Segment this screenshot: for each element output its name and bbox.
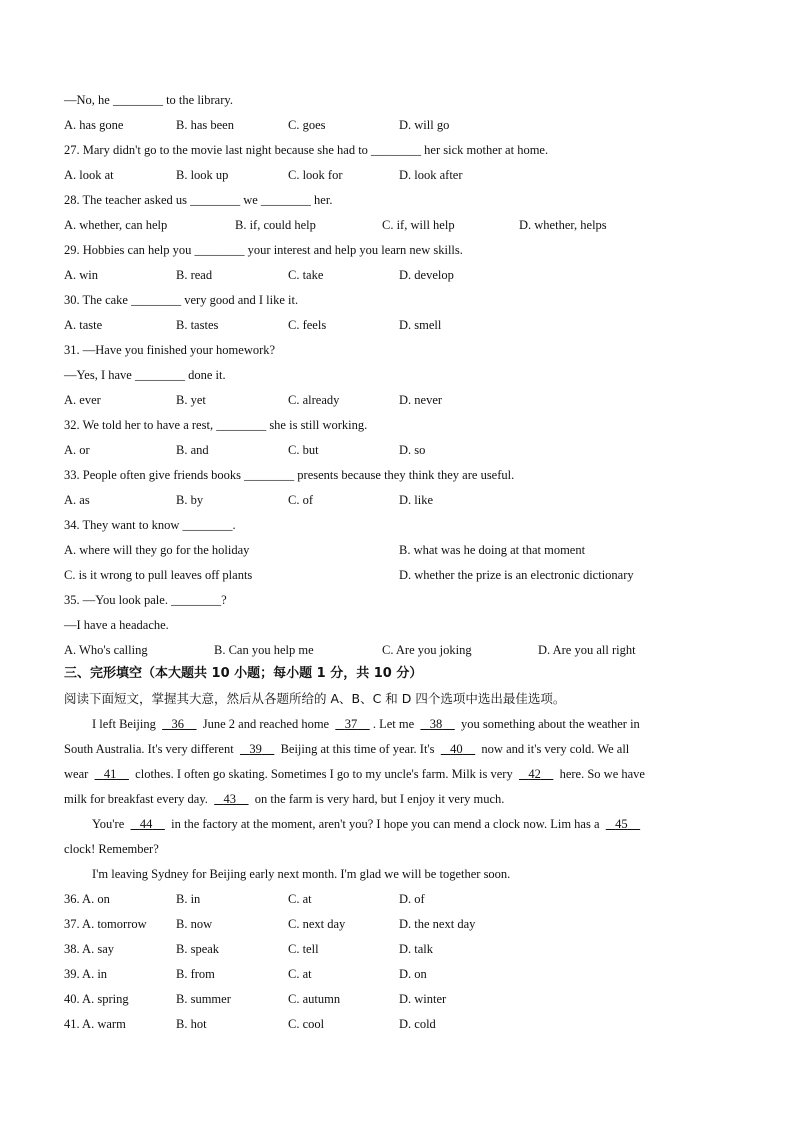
q38-option-c: C. tell	[288, 942, 319, 956]
q40-option-a: 40. A. spring	[64, 992, 129, 1006]
passage-text: I left Beijing	[92, 717, 156, 731]
q41-option-c: C. cool	[288, 1017, 325, 1031]
q29-stem: 29. Hobbies can help you ________ your interest and help you learn new skills.	[64, 243, 463, 257]
q37-option-b: B. now	[176, 917, 213, 931]
q33-option-c: C. of	[288, 493, 313, 507]
q32-option-d: D. so	[399, 443, 426, 457]
blank-40-number: 40	[450, 742, 463, 756]
blank-42	[519, 767, 553, 781]
q26-option-d: D. will go	[399, 118, 450, 132]
q27-stem: 27. Mary didn't go to the movie last night because she had to ________ her sick mother at home.	[64, 143, 549, 157]
q27-option-a: A. look at	[64, 168, 114, 182]
q36-option-a: 36. A. on	[64, 892, 110, 906]
blank-45	[606, 817, 640, 831]
passage-line-7: I'm leaving Sydney for Beijing early next month. I'm glad we will be together soon.	[92, 867, 511, 881]
q30-option-c: C. feels	[288, 318, 327, 332]
passage-text: clothes. I often go skating. Sometimes I go to my uncle's farm. Milk is very	[135, 767, 513, 781]
q35-answer-line: —I have a headache.	[64, 618, 169, 632]
passage-line-6: clock! Remember?	[64, 842, 159, 856]
q34-option-c: C. is it wrong to pull leaves off plants	[64, 568, 253, 582]
q34-option-d: D. whether the prize is an electronic dictionary	[399, 568, 634, 582]
passage-text: in the factory at the moment, aren't you? I hope you can mend a clock now. Lim has a	[171, 817, 600, 831]
passage-line-5	[92, 816, 732, 832]
passage-text: on the farm is very hard, but I enjoy it very much.	[254, 792, 505, 806]
q29-option-c: C. take	[288, 268, 324, 282]
passage-text: South Australia. It's very different	[64, 742, 234, 756]
q28-stem: 28. The teacher asked us ________ we ________ her.	[64, 193, 333, 207]
passage-text: June 2 and reached home	[202, 717, 330, 731]
blank-41	[95, 767, 129, 781]
q29-option-a: A. win	[64, 268, 99, 282]
q26-answer-line: —No, he ________ to the library.	[64, 93, 233, 107]
blank-42-number: 42	[528, 767, 541, 781]
q31-option-d: D. never	[399, 393, 443, 407]
passage-text: here. So we have	[559, 767, 645, 781]
q35-option-c: C. Are you joking	[382, 643, 472, 657]
q35-option-d: D. Are you all right	[538, 643, 636, 657]
q33-option-b: B. by	[176, 493, 204, 507]
blank-36-number: 36	[171, 717, 184, 731]
q37-option-c: C. next day	[288, 917, 346, 931]
q40-option-d: D. winter	[399, 992, 447, 1006]
q41-option-d: D. cold	[399, 1017, 436, 1031]
q26-option-c: C. goes	[288, 118, 326, 132]
q36-option-c: C. at	[288, 892, 312, 906]
q40-option-c: C. autumn	[288, 992, 341, 1006]
q34-option-a: A. where will they go for the holiday	[64, 543, 250, 557]
q31-option-c: C. already	[288, 393, 340, 407]
q29-option-d: D. develop	[399, 268, 454, 282]
blank-37	[335, 717, 369, 731]
q26-option-a: A. has gone	[64, 118, 124, 132]
blank-39	[240, 742, 274, 756]
passage-line-1	[92, 716, 732, 732]
q31-option-b: B. yet	[176, 393, 206, 407]
blank-37-number: 37	[344, 717, 358, 731]
blank-41-number: 41	[103, 767, 117, 781]
q32-stem: 32. We told her to have a rest, ________ she is still working.	[64, 418, 368, 432]
blank-39-number: 39	[249, 742, 262, 756]
passage-text: now and it's very cold. We all	[481, 742, 630, 756]
q32-option-b: B. and	[176, 443, 209, 457]
blank-44-number: 44	[139, 817, 153, 831]
q33-option-d: D. like	[399, 493, 434, 507]
q32-option-a: A. or	[64, 443, 90, 457]
q28-option-d: D. whether, helps	[519, 218, 607, 232]
q28-option-c: C. if, will help	[382, 218, 455, 232]
blank-44	[131, 817, 165, 831]
q39-option-a: 39. A. in	[64, 967, 108, 981]
passage-text: Beijing at this time of year. It's	[280, 742, 435, 756]
q30-option-d: D. smell	[399, 318, 442, 332]
passage-text: wear	[64, 767, 89, 781]
blank-36	[162, 717, 196, 731]
q33-stem: 33. People often give friends books ________ presents because they think they are useful.	[64, 468, 515, 482]
q30-option-a: A. taste	[64, 318, 103, 332]
q31-answer-line: —Yes, I have ________ done it.	[64, 368, 226, 382]
q28-option-a: A. whether, can help	[64, 218, 168, 232]
passage-line-4	[64, 791, 734, 807]
passage-text: you something about the weather in	[461, 717, 640, 731]
section-instruction: 阅读下面短文，掌握其大意，然后从各题所给的 A、B、C 和 D 四个选项中选出最佳选项。	[64, 691, 566, 706]
q31-stem: 31. —Have you finished your homework?	[64, 343, 276, 357]
q30-option-b: B. tastes	[176, 318, 219, 332]
q39-option-b: B. from	[176, 967, 215, 981]
q39-option-d: D. on	[399, 967, 427, 981]
passage-line-2	[64, 741, 734, 757]
q31-option-a: A. ever	[64, 393, 101, 407]
passage-text: . Let me	[372, 717, 415, 731]
blank-43-number: 43	[223, 792, 237, 806]
section-title: 三、完形填空（本大题共 10 小题；每小题 1 分，共 10 分）	[64, 666, 423, 681]
blank-45-number: 45	[615, 817, 628, 831]
q27-option-b: B. look up	[176, 168, 229, 182]
q29-option-b: B. read	[176, 268, 213, 282]
q32-option-c: C. but	[288, 443, 319, 457]
blank-38	[420, 717, 454, 731]
q38-option-b: B. speak	[176, 942, 220, 956]
q27-option-d: D. look after	[399, 168, 463, 182]
q40-option-b: B. summer	[176, 992, 231, 1006]
q36-option-b: B. in	[176, 892, 201, 906]
q35-option-b: B. Can you help me	[214, 643, 314, 657]
q38-option-d: D. talk	[399, 942, 434, 956]
q30-stem: 30. The cake ________ very good and I like it.	[64, 293, 299, 307]
q27-option-c: C. look for	[288, 168, 343, 182]
q37-option-a: 37. A. tomorrow	[64, 917, 147, 931]
q38-option-a: 38. A. say	[64, 942, 114, 956]
q41-option-b: B. hot	[176, 1017, 207, 1031]
passage-text: You're	[92, 817, 125, 831]
q34-stem: 34. They want to know ________.	[64, 518, 236, 532]
q35-stem: 35. —You look pale. ________?	[64, 593, 227, 607]
q39-option-c: C. at	[288, 967, 312, 981]
q33-option-a: A. as	[64, 493, 90, 507]
q37-option-d: D. the next day	[399, 917, 476, 931]
q28-option-b: B. if, could help	[235, 218, 316, 232]
blank-43	[214, 792, 248, 806]
blank-38-number: 38	[429, 717, 443, 731]
q26-option-b: B. has been	[176, 118, 234, 132]
q34-option-b: B. what was he doing at that moment	[399, 543, 586, 557]
blank-40	[441, 742, 475, 756]
passage-line-3	[64, 766, 734, 782]
passage-text: milk for breakfast every day.	[64, 792, 208, 806]
q36-option-d: D. of	[399, 892, 425, 906]
q41-option-a: 41. A. warm	[64, 1017, 126, 1031]
q35-option-a: A. Who's calling	[64, 643, 148, 657]
